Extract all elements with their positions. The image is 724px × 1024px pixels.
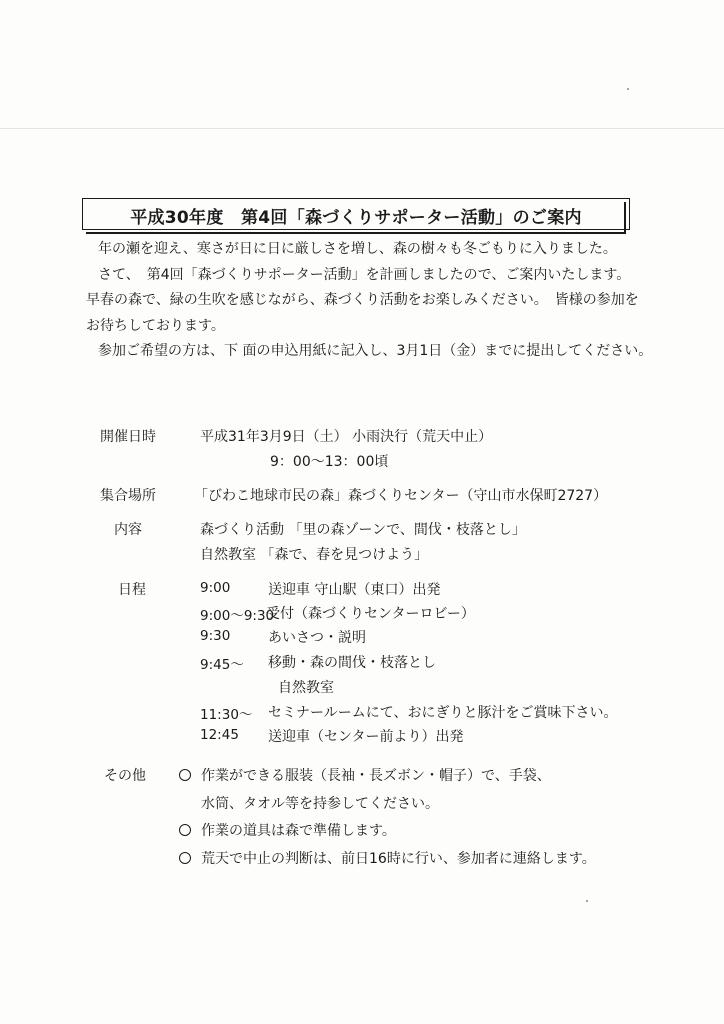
schedule-time: 11:30～ <box>200 707 253 723</box>
schedule-time: 12:45 <box>200 727 239 743</box>
other-label: その他 <box>104 768 146 784</box>
schedule-text: 移動・森の間伐・枝落とし <box>268 655 436 671</box>
title-box <box>82 198 630 230</box>
other-note: 荒天で中止の判断は、前日16時に行い、参加者に連絡します。 <box>201 851 596 867</box>
other-note: 作業ができる服装（長袖・長ズボン・帽子）で、手袋、 <box>201 768 551 784</box>
date-label: 開催日時 <box>100 429 156 445</box>
schedule-text: 送迎車 守山駅（東口）出発 <box>268 582 441 598</box>
other-note: 作業の道具は森で準備します。 <box>201 823 396 839</box>
schedule-text: 送迎車（センター前より）出発 <box>268 729 464 745</box>
intro-line: 年の瀬を迎え、寒さが日に日に厳しさを増し、森の樹々も冬ごもりに入りました。 <box>98 241 617 257</box>
place-value: 「びわこ地球市民の森」森づくりセンター（守山市水保町2727） <box>194 488 608 504</box>
date-value: 平成31年3月9日（土） 小雨決行（荒天中止） <box>200 429 493 445</box>
scan-speck <box>586 900 588 902</box>
circle-bullet-icon <box>179 769 191 781</box>
content-nature-class: 自然教室 「森で、春を見つけよう」 <box>200 547 429 563</box>
schedule-time: 9:45～ <box>200 657 244 673</box>
place-label: 集合場所 <box>100 488 156 504</box>
schedule-text: 自然教室 <box>278 680 334 696</box>
time-value: 9：00～13：00頃 <box>270 454 389 470</box>
intro-line: さて、 第4回「森づくりサポーター活動」を計画しましたので、ご案内いたします。 <box>98 266 631 283</box>
page-title: 平成30年度 第4回「森づくりサポーター活動」のご案内 <box>130 208 582 228</box>
intro-line: 参加ご希望の方は、下 面の申込用紙に記入し、3月1日（金）までに提出してください。 <box>98 343 653 359</box>
scan-line <box>0 128 724 129</box>
circle-bullet-icon <box>179 824 191 836</box>
circle-bullet-icon <box>179 852 191 864</box>
schedule-time: 9:30 <box>200 628 231 644</box>
intro-paragraph <box>86 237 653 365</box>
schedule-text: あいさつ・説明 <box>268 630 366 646</box>
schedule-text: 受付（森づくりセンターロビー） <box>266 606 475 622</box>
schedule-time: 9:00 <box>200 580 231 596</box>
intro-line: お待ちしております。 <box>86 317 225 334</box>
schedule-label: 日程 <box>118 582 146 598</box>
other-note: 水筒、タオル等を持参してください。 <box>201 796 439 812</box>
content-activity: 森づくり活動 「里の森ゾーンで、間伐・枝落とし」 <box>200 522 526 538</box>
schedule-time: 9:00～9:30 <box>200 608 275 624</box>
content-label: 内容 <box>114 522 142 538</box>
intro-line: 早春の森で、緑の生吹を感じながら、森づくり活動をお楽しみください。 皆様の参加を <box>86 292 639 308</box>
scan-speck <box>627 88 629 90</box>
schedule-text: セミナールームにて、おにぎりと豚汁をご賞味下さい。 <box>268 705 618 721</box>
